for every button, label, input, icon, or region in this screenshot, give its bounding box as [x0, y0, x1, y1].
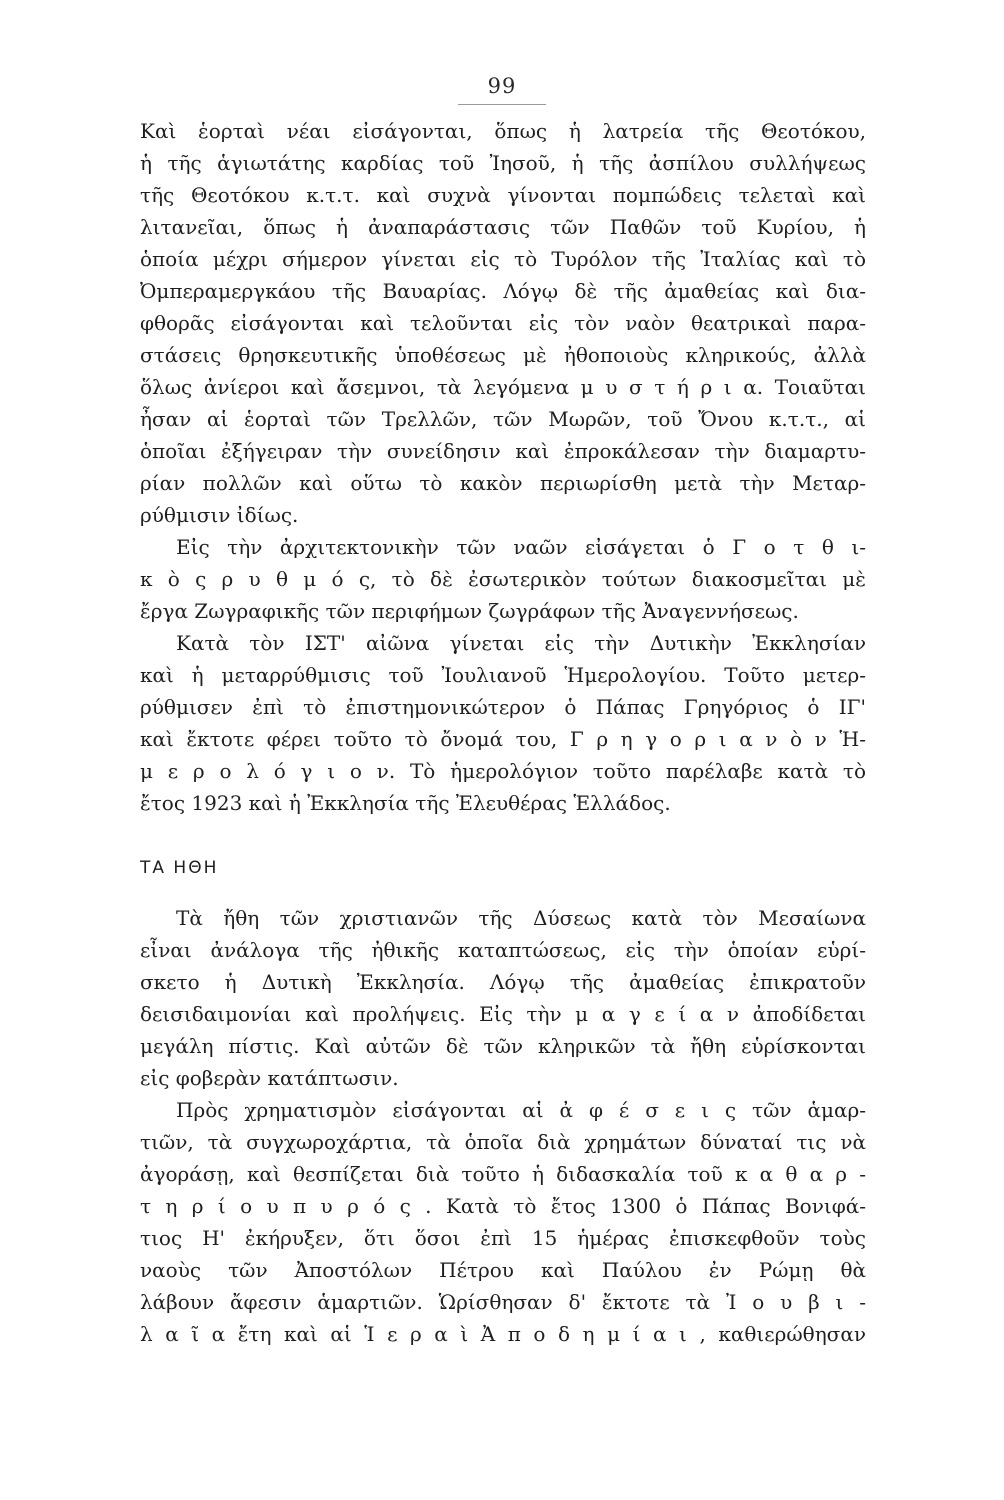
text-line: μ ε ρ ο λ ό γ ι ο ν. Τὸ ἡμερολόγιον τοῦτο παρέλαβε κατὰ τὸ [140, 759, 866, 783]
page-number: 99 [487, 74, 517, 98]
text-line: λάβουν ἄφεσιν ἁμαρτιῶν. Ὡρίσθησαν δ' ἔκτοτε τὰ Ἰ ο υ β ι - [140, 1290, 866, 1314]
page-number-rule [458, 104, 546, 105]
text-line: Κατὰ τὸν ΙΣΤ' αἰῶνα γίνεται εἰς τὴν Δυτικὴν Ἐκκλησίαν [176, 631, 866, 655]
text-line: δεισιδαιμονίαι καὶ προλήψεις. Εἰς τὴν μ α γ ε ί α ν ἀποδίδεται [140, 1002, 866, 1026]
section-heading: ΤΑ ΗΘΗ [140, 858, 219, 878]
text-line: ἔργα Ζωγραφικῆς τῶν περιφήμων ζωγράφων τῆς Ἀναγεννήσεως. [140, 599, 799, 623]
text-line: στάσεις θρησκευτικῆς ὑποθέσεως μὲ ἠθοποιοὺς κληρικούς, ἀλλὰ [140, 343, 866, 367]
text-line: Καὶ ἑορταὶ νέαι εἰσάγονται, ὅπως ἡ λατρεία τῆς Θεοτόκου, [140, 119, 866, 143]
text-line: ὁποῖαι ἐξήγειραν τὴν συνείδησιν καὶ ἐπροκάλεσαν τὴν διαμαρτυ- [140, 439, 866, 463]
text-line: εἶναι ἀνάλογα τῆς ἠθικῆς καταπτώσεως, εἰς τὴν ὁποίαν εὑρί- [140, 938, 866, 962]
text-line: ρίαν πολλῶν καὶ οὕτω τὸ κακὸν περιωρίσθη μετὰ τὴν Μεταρ- [140, 471, 866, 495]
text-line: τιῶν, τὰ συγχωροχάρτια, τὰ ὁποῖα διὰ χρημάτων δύναταί τις νὰ [140, 1130, 866, 1154]
text-line: ἀγοράσῃ, καὶ θεσπίζεται διὰ τοῦτο ἡ διδασκαλία τοῦ κ α θ α ρ - [140, 1162, 866, 1186]
text-line: καὶ ἡ μεταρρύθμισις τοῦ Ἰουλιανοῦ Ἡμερολογίου. Τοῦτο μετερ- [140, 663, 866, 687]
text-line: ρύθμισεν ἐπὶ τὸ ἐπιστημονικώτερον ὁ Πάπας Γρηγόριος ὁ ΙΓ' [140, 695, 866, 719]
text-line: καὶ ἔκτοτε φέρει τοῦτο τὸ ὄνομά του, Γ ρ η γ ο ρ ι α ν ὸ ν Ἡ- [140, 727, 866, 751]
text-line: μεγάλη πίστις. Καὶ αὐτῶν δὲ τῶν κληρικῶν τὰ ἤθη εὑρίσκονται [140, 1034, 866, 1058]
section-two-text [140, 902, 866, 1350]
text-line: ἡ τῆς ἁγιωτάτης καρδίας τοῦ Ἰησοῦ, ἡ τῆς ἀσπίλου συλλήψεως [140, 151, 866, 175]
text-line: τιος Η' ἐκήρυξεν, ὅτι ὅσοι ἐπὶ 15 ἡμέρας ἐπισκεφθοῦν τοὺς [140, 1226, 866, 1250]
text-line: ἦσαν αἱ ἑορταὶ τῶν Τρελλῶν, τῶν Μωρῶν, τοῦ Ὄνου κ.τ.τ., αἱ [140, 407, 866, 431]
text-line: λ α ῖ α ἔτη καὶ αἱ Ἱ ε ρ α ὶ Ἀ π ο δ η μ ί α ι , καθιερώθησαν [140, 1322, 866, 1346]
text-line: εἰς φοβερὰν κατάπτωσιν. [140, 1066, 399, 1090]
text-line: σκετο ἡ Δυτικὴ Ἐκκλησία. Λόγῳ τῆς ἀμαθείας ἐπικρατοῦν [140, 970, 866, 994]
text-line: κ ὸ ς ρ υ θ μ ό ς, τὸ δὲ ἐσωτερικὸν τούτων διακοσμεῖται μὲ [140, 567, 866, 591]
text-line: ὅλως ἀνίεροι καὶ ἄσεμνοι, τὰ λεγόμενα μ υ σ τ ή ρ ι α. Τοιαῦται [140, 375, 866, 399]
text-line: ὁποία μέχρι σήμερον γίνεται εἰς τὸ Τυρόλον τῆς Ἰταλίας καὶ τὸ [140, 247, 866, 271]
text-line: ναοὺς τῶν Ἀποστόλων Πέτρου καὶ Παύλου ἐν Ρώμῃ θὰ [140, 1258, 866, 1282]
text-line: Πρὸς χρηματισμὸν εἰσάγονται αἱ ἀ φ έ σ ε ι ς τῶν ἁμαρ- [176, 1098, 866, 1122]
text-line: Ὀμπεραμεργκάου τῆς Βαυαρίας. Λόγῳ δὲ τῆς ἀμαθείας καὶ δια- [140, 279, 866, 303]
text-line: λιτανεῖαι, ὅπως ἡ ἀναπαράστασις τῶν Παθῶν τοῦ Κυρίου, ἡ [140, 215, 866, 239]
text-line: τῆς Θεοτόκου κ.τ.τ. καὶ συχνὰ γίνονται πομπώδεις τελεταὶ καὶ [140, 183, 866, 207]
text-line: φθορᾶς εἰσάγονται καὶ τελοῦνται εἰς τὸν ναὸν θεατρικαὶ παρα- [140, 311, 866, 335]
section-one-text [140, 115, 866, 819]
text-line: τ η ρ ί ο υ π υ ρ ό ς . Κατὰ τὸ ἔτος 1300 ὁ Πάπας Βονιφά- [140, 1194, 866, 1218]
text-line: ἔτος 1923 καὶ ἡ Ἐκκλησία τῆς Ἐλευθέρας Ἑλλάδος. [140, 791, 671, 815]
text-line: ρύθμισιν ἰδίως. [140, 503, 299, 527]
text-line: Εἰς τὴν ἀρχιτεκτονικὴν τῶν ναῶν εἰσάγεται ὁ Γ ο τ θ ι- [176, 535, 866, 559]
text-line: Τὰ ἤθη τῶν χριστιανῶν τῆς Δύσεως κατὰ τὸν Μεσαίωνα [176, 906, 866, 930]
